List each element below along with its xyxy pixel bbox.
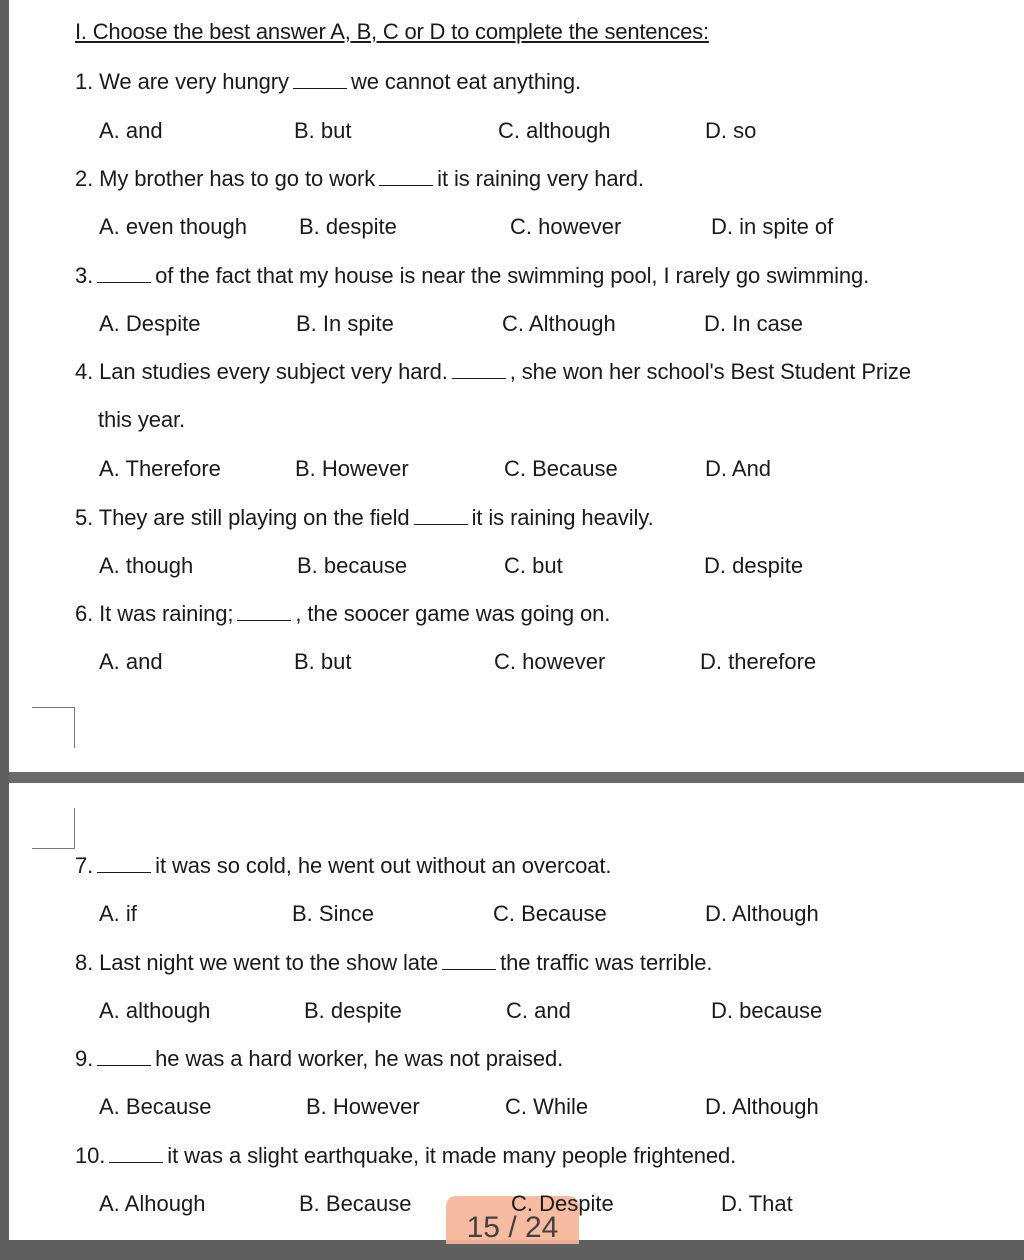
crop-mark [32,808,75,849]
option-2c: C. however [510,214,622,239]
option-5d: D. despite [704,553,804,578]
question-4-continuation: this year. [98,407,186,432]
option-3a: A. Despite [99,311,201,336]
option-1b: B. but [294,118,352,143]
answer-blank [414,506,468,525]
option-8d: D. because [711,998,823,1023]
question-6: 6. It was raining; , the soocer game was going on. [75,601,611,626]
option-10c: C. Despite [511,1191,614,1216]
option-9d: D. Although [705,1094,819,1119]
answer-blank [97,1047,151,1066]
question-3: 3. of the fact that my house is near the swimming pool, I rarely go swimming. [75,263,870,288]
page-gap [9,772,1024,783]
option-1d: D. so [705,118,757,143]
answer-blank [109,1144,163,1163]
answer-blank [452,360,506,379]
option-2b: B. despite [299,214,397,239]
option-2a: A. even though [99,214,248,239]
option-6c: C. however [494,649,606,674]
option-7c: C. Because [493,901,607,926]
option-6a: A. and [99,649,163,674]
question-1: 1. We are very hungry we cannot eat anything. [75,69,582,94]
option-4d: D. And [705,456,772,481]
question-9: 9. he was a hard worker, he was not praised. [75,1046,564,1071]
question-4: 4. Lan studies every subject very hard. , she won her school's Best Student Prize [75,359,911,384]
crop-mark [32,707,75,748]
option-9a: A. Because [99,1094,212,1119]
page-indicator: 15 / 24 [446,1196,579,1244]
option-9c: C. While [505,1094,589,1119]
answer-blank [97,264,151,283]
option-8c: C. and [506,998,571,1023]
option-7a: A. if [99,901,137,926]
section-title: I. Choose the best answer A, B, C or D to complete the sentences: [75,19,709,44]
option-3d: D. In case [704,311,804,336]
option-10b: B. Because [299,1191,412,1216]
answer-blank [237,602,291,621]
option-10d: D. That [721,1191,793,1216]
option-7b: B. Since [292,901,374,926]
option-1c: C. although [498,118,611,143]
option-6d: D. therefore [700,649,817,674]
question-8: 8. Last night we went to the show late the traffic was terrible. [75,950,713,975]
option-5b: B. because [297,553,408,578]
option-6b: B. but [294,649,352,674]
option-7d: D. Although [705,901,819,926]
answer-blank [293,70,347,89]
option-2d: D. in spite of [711,214,834,239]
option-8b: B. despite [304,998,402,1023]
option-1a: A. and [99,118,163,143]
question-2: 2. My brother has to go to work it is raining very hard. [75,166,644,191]
answer-blank [97,854,151,873]
question-7: 7. it was so cold, he went out without an overcoat. [75,853,612,878]
option-3c: C. Although [502,311,616,336]
option-5a: A. though [99,553,194,578]
option-3b: B. In spite [296,311,394,336]
option-8a: A. although [99,998,211,1023]
option-4b: B. However [295,456,409,481]
question-10: 10. it was a slight earthquake, it made many people frightened. [75,1143,737,1168]
option-4a: A. Therefore [99,456,221,481]
answer-blank [379,167,433,186]
option-10a: A. Alhough [99,1191,206,1216]
option-4c: C. Because [504,456,618,481]
answer-blank [442,951,496,970]
option-9b: B. However [306,1094,420,1119]
question-5: 5. They are still playing on the field it is raining heavily. [75,505,654,530]
option-5c: C. but [504,553,563,578]
